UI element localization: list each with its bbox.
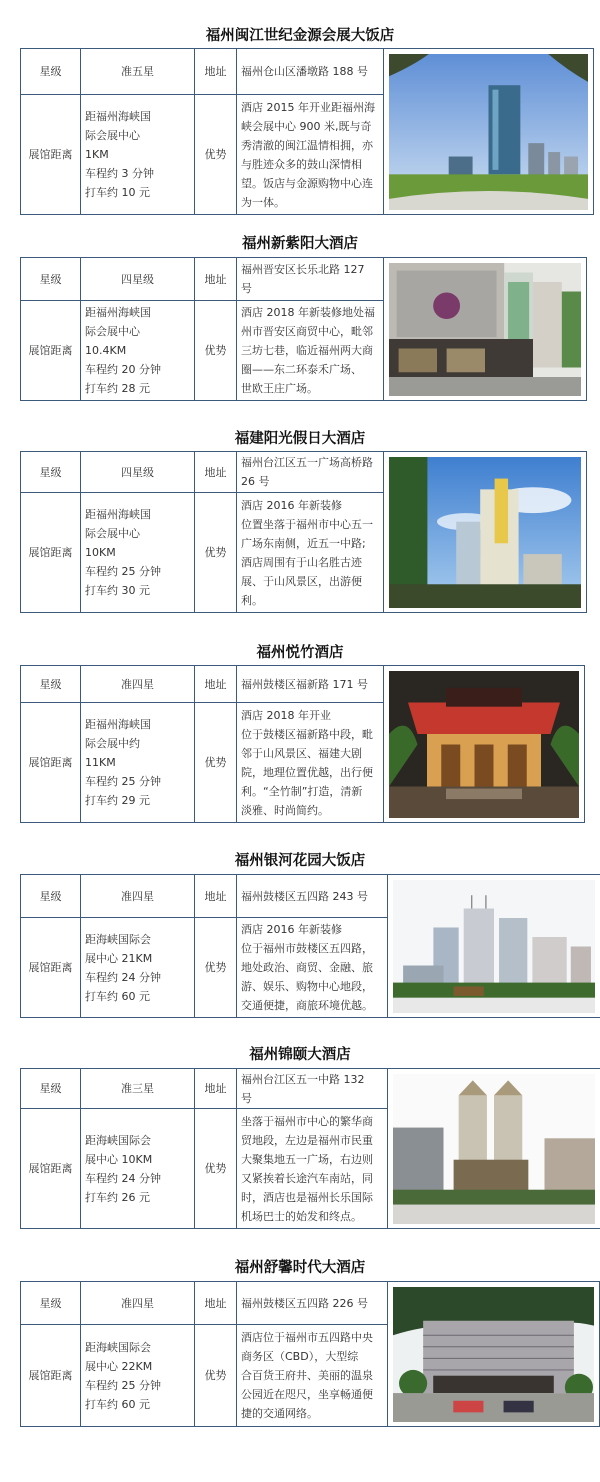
address-value — [237, 666, 384, 703]
address-text-line: 福州台江区五一广场高桥路 — [241, 456, 373, 469]
address-label: 地址 — [195, 875, 237, 918]
hotel-photo — [389, 457, 581, 608]
address-label: 地址 — [195, 49, 237, 95]
advantage-text-line: 又紧挨着长途汽车南站，同 — [241, 1171, 373, 1185]
distance-label: 展馆距离 — [21, 95, 81, 215]
distance-text-line: 展中心 10KM — [85, 1152, 153, 1166]
hotel-photo — [389, 671, 579, 818]
hotel-title: 福州锦颐大酒店 — [249, 1047, 351, 1063]
advantage-text — [241, 1328, 383, 1423]
distance-text-line: 10.4KM — [85, 344, 127, 357]
address-value — [237, 258, 384, 301]
advantage-text-line: 大聚集地五一广场，右边则 — [241, 1152, 373, 1166]
star-label: 星级 — [21, 452, 81, 493]
star-label: 星级 — [21, 1069, 81, 1109]
advantage-value — [237, 95, 384, 215]
address-text-line: 福州鼓楼区五四路 243 号 — [241, 889, 368, 903]
hotel-photo — [393, 1287, 594, 1422]
hotel-title: 福州闽江世纪金源会展大饭店 — [205, 28, 395, 44]
distance-label: 展馆距离 — [21, 301, 81, 401]
distance-text — [85, 505, 190, 600]
advantage-text-line: 游、娱乐、购物中心地段， — [241, 980, 373, 993]
distance-text-line: 距海峡国际会 — [85, 1340, 151, 1354]
star-value: 准五星 — [81, 49, 195, 95]
address-text — [241, 675, 379, 694]
advantage-text — [241, 920, 383, 1015]
distance-text — [85, 1131, 190, 1207]
hotel-info-table — [20, 874, 600, 1018]
distance-label: 展馆距离 — [21, 493, 81, 613]
advantage-text-line: 位置坐落于福州市中心五一 — [241, 517, 373, 531]
star-value: 四星级 — [81, 452, 195, 493]
advantage-text-line: 利。“全竹制”打造，清新 — [241, 784, 363, 798]
hotel-info-table — [20, 48, 594, 215]
address-label: 地址 — [195, 258, 237, 301]
advantage-text-line: 广场东南侧，近五一中路; — [241, 536, 366, 550]
distance-text-line: 打车约 10 元 — [85, 186, 150, 199]
distance-label: 展馆距离 — [21, 1325, 81, 1427]
distance-text-line: 际会展中心 — [85, 129, 140, 142]
star-value: 四星级 — [81, 258, 195, 301]
advantage-value — [237, 703, 384, 823]
advantage-text-line: 峡会展中心 900 米,既与奇 — [241, 119, 372, 133]
distance-text — [85, 1338, 190, 1414]
distance-text-line: 车程约 24 分钟 — [85, 970, 161, 984]
star-label: 星级 — [21, 666, 81, 703]
advantage-text-line: 时，酒店也是福州长乐国际 — [241, 1190, 373, 1204]
advantage-text-line: 商务区（CBD），大型综 — [241, 1350, 359, 1363]
hotel-photo — [389, 54, 588, 210]
distance-text-line: 车程约 3 分钟 — [85, 167, 154, 180]
distance-text-line: 11KM — [85, 756, 116, 769]
address-value — [237, 452, 384, 493]
address-text-line: 福州仓山区潘墩路 188 号 — [241, 65, 368, 78]
advantage-text-line: 酒店 2016 年新装修 — [241, 923, 342, 936]
distance-value — [81, 703, 195, 823]
advantage-text-line: 公园近在咫尺，坐享畅通便 — [241, 1388, 373, 1401]
advantage-label: 优势 — [195, 1325, 237, 1427]
advantage-text-line: 酒店 2018 年开业 — [241, 708, 331, 722]
distance-text-line: 打车约 30 元 — [85, 584, 150, 597]
address-text-line: 福州台江区五一中路 132 — [241, 1072, 365, 1086]
distance-text-line: 际会展中心 — [85, 325, 140, 338]
distance-text-line: 1KM — [85, 148, 109, 161]
hotel-info-table — [20, 257, 587, 401]
distance-text-line: 距福州海峡国 — [85, 110, 151, 123]
advantage-text-line: 邻于山风景区、福建大剧 — [241, 746, 362, 760]
hotel-title: 福州新紫阳大酒店 — [242, 236, 358, 252]
distance-value — [81, 301, 195, 401]
advantage-label: 优势 — [195, 301, 237, 401]
distance-text — [85, 930, 190, 1006]
advantage-text-line: 坐落于福州市中心的繁华商 — [241, 1114, 373, 1128]
address-text-line: 号 — [241, 1091, 252, 1105]
star-value: 准四星 — [81, 875, 195, 918]
advantage-value — [237, 1109, 388, 1229]
star-value: 准三星 — [81, 1069, 195, 1109]
address-text — [241, 887, 383, 906]
distance-text-line: 距福州海峡国 — [85, 306, 151, 319]
hotel-title: 福州悦竹酒店 — [256, 645, 344, 661]
advantage-text-line: 州市晋安区商贸中心，毗邻 — [241, 325, 373, 338]
advantage-text-line: 展、于山风景区，出游便 — [241, 574, 362, 588]
address-label: 地址 — [195, 1282, 237, 1325]
hotel-title: 福州银河花园大饭店 — [234, 853, 366, 869]
distance-text-line: 车程约 25 分钟 — [85, 565, 161, 578]
hotel-info-table — [20, 1068, 600, 1229]
address-label: 地址 — [195, 666, 237, 703]
distance-text-line: 距海峡国际会 — [85, 1133, 151, 1147]
distance-text-line: 打车约 60 元 — [85, 989, 150, 1003]
advantage-text-line: 位于福州市鼓楼区五四路， — [241, 942, 373, 955]
address-text — [241, 260, 379, 298]
distance-text-line: 际会展中约 — [85, 737, 140, 750]
advantage-label: 优势 — [195, 1109, 237, 1229]
star-label: 星级 — [21, 1282, 81, 1325]
advantage-text-line: 为一体。 — [241, 195, 285, 209]
distance-text-line: 打车约 60 元 — [85, 1397, 150, 1411]
distance-text-line: 车程约 25 分钟 — [85, 1378, 161, 1392]
advantage-value — [237, 493, 384, 613]
star-label: 星级 — [21, 875, 81, 918]
advantage-value — [237, 918, 388, 1018]
advantage-label: 优势 — [195, 493, 237, 613]
advantage-text-line: 捷的交通网络。 — [241, 1407, 318, 1420]
star-value: 准四星 — [81, 1282, 195, 1325]
advantage-text-line: 圈——东二环泰禾广场、 — [241, 363, 362, 376]
advantage-value — [237, 1325, 388, 1427]
distance-value — [81, 918, 195, 1018]
hotel-photo-cell — [384, 258, 587, 401]
address-text-line: 福州晋安区长乐北路 127 — [241, 263, 365, 276]
hotel-info-table — [20, 1281, 600, 1427]
advantage-label: 优势 — [195, 95, 237, 215]
hotel-photo-cell — [384, 49, 594, 215]
distance-value — [81, 493, 195, 613]
advantage-text — [241, 1112, 383, 1226]
distance-value — [81, 1109, 195, 1229]
address-text — [241, 453, 379, 491]
advantage-text-line: 酒店周围有于山名胜古迹 — [241, 555, 362, 569]
hotel-photo — [393, 1074, 595, 1224]
address-value — [237, 875, 388, 918]
distance-text-line: 展中心 21KM — [85, 951, 153, 965]
advantage-text-line: 院，地理位置优越，出行便 — [241, 765, 373, 779]
advantage-text-line: 利。 — [241, 593, 263, 607]
advantage-text — [241, 303, 379, 398]
hotel-photo — [389, 263, 581, 396]
distance-text-line: 车程约 25 分钟 — [85, 775, 161, 788]
advantage-text — [241, 496, 379, 610]
advantage-text-line: 三坊七巷，临近福州两大商 — [241, 344, 373, 357]
address-label: 地址 — [195, 1069, 237, 1109]
advantage-text-line: 酒店 2016 年新装修 — [241, 498, 342, 512]
hotel-info-table — [20, 451, 587, 613]
advantage-text-line: 酒店位于福州市五四路中央 — [241, 1331, 373, 1344]
distance-text — [85, 715, 190, 810]
advantage-text — [241, 706, 379, 820]
advantage-text — [241, 98, 379, 212]
distance-text-line: 距海峡国际会 — [85, 932, 151, 946]
address-value — [237, 1282, 388, 1325]
advantage-text-line: 酒店 2015 年开业距福州海 — [241, 100, 375, 114]
advantage-text-line: 望。饭店与金源购物中心连 — [241, 176, 373, 190]
distance-text-line: 际会展中心 — [85, 527, 140, 540]
address-text-line: 福州鼓楼区五四路 226 号 — [241, 1296, 368, 1310]
advantage-text-line: 淡雅、时尚简约。 — [241, 803, 329, 817]
distance-text-line: 展中心 22KM — [85, 1359, 153, 1373]
hotel-info-table — [20, 665, 585, 823]
hotel-title: 福建阳光假日大酒店 — [234, 431, 366, 447]
advantage-label: 优势 — [195, 703, 237, 823]
hotel-photo — [393, 880, 595, 1013]
advantage-text-line: 酒店 2018 年新装修地处福 — [241, 306, 375, 319]
address-text — [241, 1294, 383, 1313]
hotel-photo-cell — [388, 1069, 600, 1229]
advantage-text-line: 位于鼓楼区福新路中段，毗 — [241, 727, 373, 741]
distance-text-line: 车程约 24 分钟 — [85, 1171, 161, 1185]
distance-text — [85, 107, 190, 202]
advantage-value — [237, 301, 384, 401]
hotel-photo-cell — [388, 875, 600, 1018]
advantage-text-line: 合百货王府井、美丽的温泉 — [241, 1369, 373, 1382]
hotel-photo-cell — [388, 1282, 600, 1427]
address-value — [237, 49, 384, 95]
advantage-text-line: 秀清澈的闽江温情相拥，亦 — [241, 138, 373, 152]
address-text-line: 号 — [241, 282, 252, 295]
distance-text-line: 打车约 29 元 — [85, 794, 150, 807]
advantage-text-line: 地处政治、商贸、金融、旅 — [241, 961, 373, 974]
distance-label: 展馆距离 — [21, 1109, 81, 1229]
address-text — [241, 62, 379, 81]
distance-text-line: 10KM — [85, 546, 116, 559]
advantage-text-line: 世欧王庄广场。 — [241, 382, 318, 395]
advantage-text-line: 机场巴士的始发和终点。 — [241, 1209, 362, 1223]
distance-text — [85, 303, 190, 398]
distance-text-line: 车程约 20 分钟 — [85, 363, 161, 376]
distance-text-line: 打车约 28 元 — [85, 382, 150, 395]
advantage-label: 优势 — [195, 918, 237, 1018]
distance-text-line: 距福州海峡国 — [85, 508, 151, 521]
distance-value — [81, 95, 195, 215]
advantage-text-line: 与胜迹众多的鼓山深情相 — [241, 157, 362, 171]
hotel-title: 福州舒馨时代大酒店 — [234, 1260, 366, 1276]
advantage-text-line: 贸地段，左边是福州市民重 — [241, 1133, 373, 1147]
distance-value — [81, 1325, 195, 1427]
address-text — [241, 1070, 383, 1108]
hotel-photo-cell — [384, 666, 585, 823]
address-text-line: 26 号 — [241, 475, 270, 488]
star-label: 星级 — [21, 49, 81, 95]
address-label: 地址 — [195, 452, 237, 493]
address-text-line: 福州鼓楼区福新路 171 号 — [241, 677, 368, 691]
distance-label: 展馆距离 — [21, 918, 81, 1018]
distance-text-line: 距福州海峡国 — [85, 718, 151, 731]
star-label: 星级 — [21, 258, 81, 301]
star-value: 准四星 — [81, 666, 195, 703]
advantage-text-line: 交通便捷，商旅环境优越。 — [241, 999, 373, 1012]
address-value — [237, 1069, 388, 1109]
distance-text-line: 打车约 26 元 — [85, 1190, 150, 1204]
distance-label: 展馆距离 — [21, 703, 81, 823]
hotel-photo-cell — [384, 452, 587, 613]
